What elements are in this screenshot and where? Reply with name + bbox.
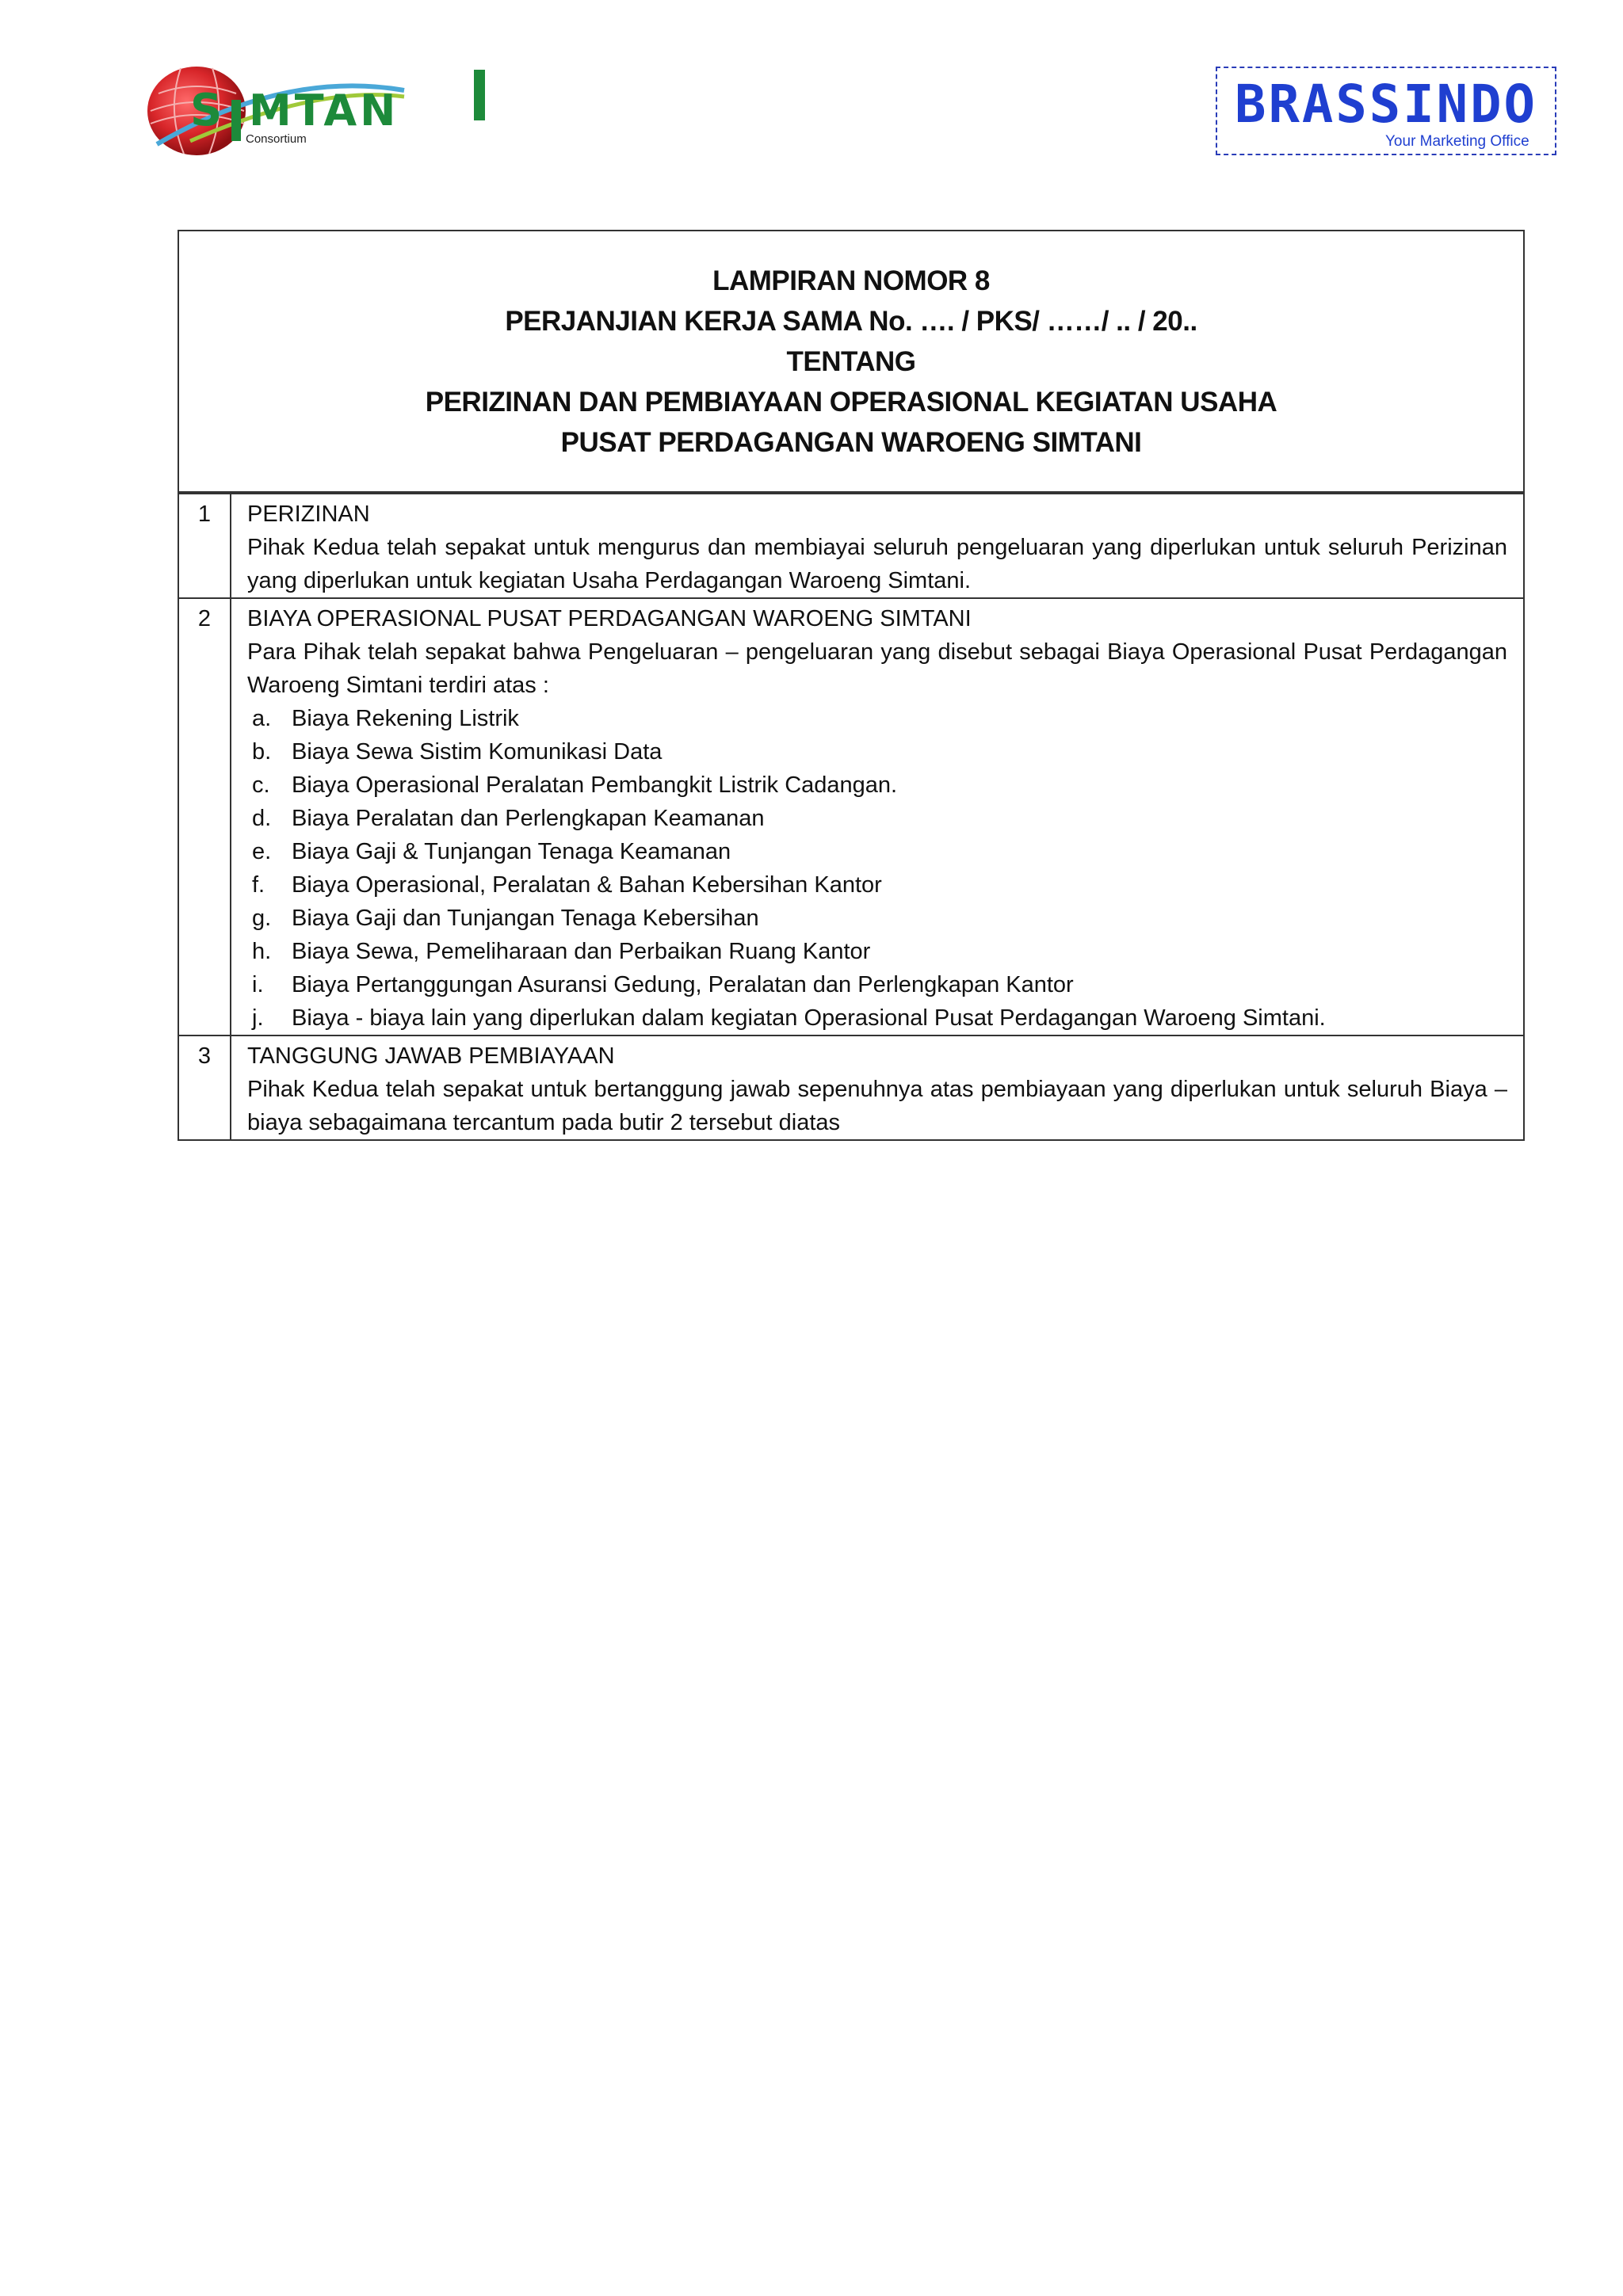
section-row-1 bbox=[179, 493, 1523, 597]
list-item-letter: g. bbox=[252, 906, 272, 931]
section-number: 2 bbox=[179, 599, 231, 1035]
list-item-letter: h. bbox=[252, 939, 272, 964]
list-item-text: Biaya Operasional Peralatan Pembangkit Listrik Cadangan. bbox=[292, 772, 898, 798]
list-item bbox=[247, 902, 1507, 935]
list-item bbox=[247, 769, 1507, 802]
section-paragraph: Para Pihak telah sepakat bahwa Pengeluaran – pengeluaran yang disebut sebagai Biaya Operasional Pusat Perdagangan Waroeng Simtani terdiri atas : bbox=[247, 639, 1507, 698]
brassindo-logo-wordmark: BRASSINDO bbox=[1235, 74, 1537, 135]
list-item-letter: b. bbox=[252, 739, 272, 765]
cost-item-list bbox=[247, 702, 1507, 1035]
list-item-letter: f. bbox=[252, 872, 265, 898]
list-item-text: Biaya Rekening Listrik bbox=[292, 706, 519, 731]
section-row-2 bbox=[179, 597, 1523, 1035]
list-item-text: Biaya Sewa Sistim Komunikasi Data bbox=[292, 739, 663, 765]
list-item bbox=[247, 968, 1507, 1001]
list-item-letter: j. bbox=[252, 1005, 264, 1031]
list-item bbox=[247, 735, 1507, 769]
simtani-logo bbox=[143, 62, 491, 157]
section-number: 3 bbox=[179, 1036, 231, 1139]
list-item bbox=[247, 935, 1507, 968]
brassindo-logo bbox=[1216, 67, 1556, 155]
list-item bbox=[247, 1001, 1507, 1035]
section-paragraph: Pihak Kedua telah sepakat untuk mengurus dan membiayai seluruh pengeluaran yang diperlukan untuk seluruh Perizinan yang diperlukan untuk kegiatan Usaha Perdagangan Waroeng Simtani. bbox=[247, 535, 1507, 593]
title-line-2: PERJANJIAN KERJA SAMA No. …. / PKS/ ……/ .. / 20.. bbox=[505, 305, 1197, 337]
section-paragraph: Pihak Kedua telah sepakat untuk bertanggung jawab sepenuhnya atas pembiayaan yang diperlukan untuk seluruh Biaya – biaya sebagaimana tercantum pada butir 2 tersebut diatas bbox=[247, 1077, 1507, 1135]
title-line-1: LAMPIRAN NOMOR 8 bbox=[712, 265, 990, 296]
list-item-text: Biaya - biaya lain yang diperlukan dalam kegiatan Operasional Pusat Perdagangan Waroeng Simtani. bbox=[292, 1005, 1326, 1031]
title-line-5: PUSAT PERDAGANGAN WAROENG SIMTANI bbox=[560, 426, 1142, 458]
list-item-text: Biaya Sewa, Pemeliharaan dan Perbaikan Ruang Kantor bbox=[292, 939, 871, 964]
list-item-letter: e. bbox=[252, 839, 272, 864]
list-item-letter: d. bbox=[252, 806, 272, 831]
list-item-text: Biaya Gaji dan Tunjangan Tenaga Kebersihan bbox=[292, 906, 759, 931]
list-item-letter: a. bbox=[252, 706, 272, 731]
title-line-4: PERIZINAN DAN PEMBIAYAAN OPERASIONAL KEGIATAN USAHA bbox=[425, 386, 1277, 418]
section-heading: TANGGUNG JAWAB PEMBIAYAAN bbox=[247, 1043, 615, 1069]
section-content bbox=[231, 494, 1523, 597]
section-content bbox=[231, 599, 1523, 1035]
section-heading: PERIZINAN bbox=[247, 502, 370, 527]
simtani-logo-subtitle: Consortium bbox=[246, 132, 307, 146]
simtani-logo-wordmark: S bbox=[190, 85, 224, 136]
list-item bbox=[247, 835, 1507, 868]
section-row-3 bbox=[179, 1035, 1523, 1139]
brassindo-logo-tagline: Your Marketing Office bbox=[1385, 133, 1529, 150]
svg-text:MTAN: MTAN bbox=[249, 86, 399, 135]
list-item-text: Biaya Peralatan dan Perlengkapan Keamanan bbox=[292, 806, 765, 831]
title-line-3: TENTANG bbox=[786, 345, 916, 377]
list-item bbox=[247, 702, 1507, 735]
list-item-letter: c. bbox=[252, 772, 270, 798]
section-heading: BIAYA OPERASIONAL PUSAT PERDAGANGAN WAROENG SIMTANI bbox=[247, 606, 972, 631]
title-block bbox=[179, 231, 1523, 493]
list-item-text: Biaya Gaji & Tunjangan Tenaga Keamanan bbox=[292, 839, 731, 864]
list-item-letter: i. bbox=[252, 972, 264, 997]
section-content bbox=[231, 1036, 1523, 1139]
list-item-text: Biaya Pertanggungan Asuransi Gedung, Peralatan dan Perlengkapan Kantor bbox=[292, 972, 1074, 997]
list-item bbox=[247, 802, 1507, 835]
section-number: 1 bbox=[179, 494, 231, 597]
list-item bbox=[247, 868, 1507, 902]
list-item-text: Biaya Operasional, Peralatan & Bahan Kebersihan Kantor bbox=[292, 872, 882, 898]
attachment-table bbox=[178, 230, 1525, 1141]
